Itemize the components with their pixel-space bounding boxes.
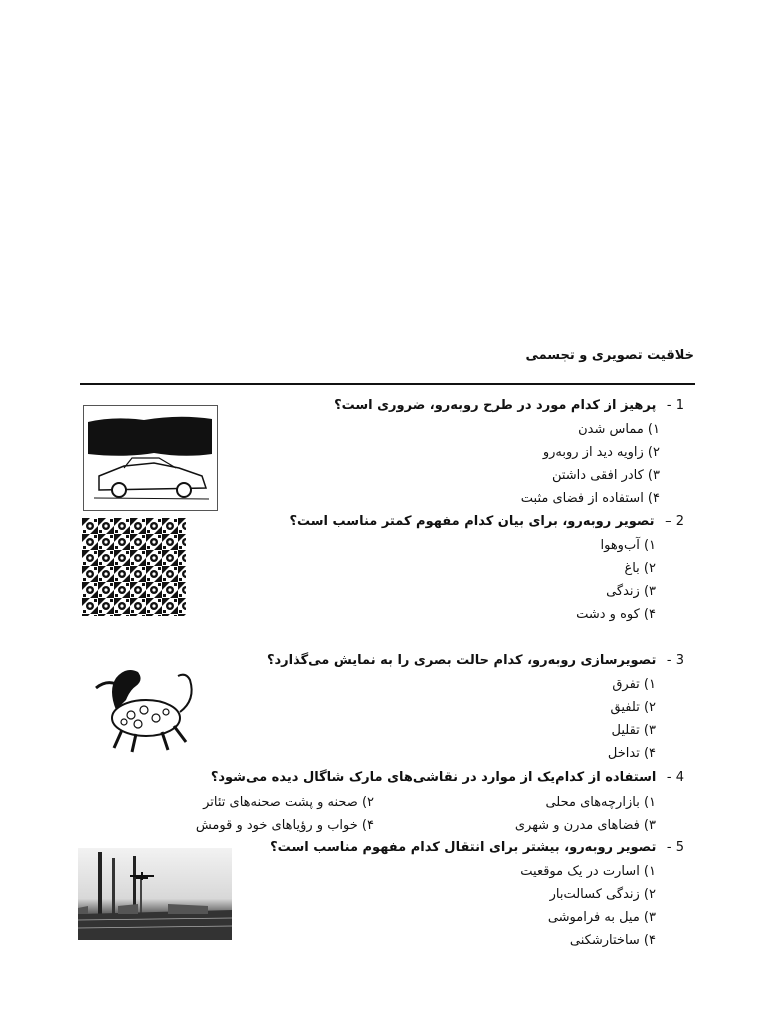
question-text: تصویر روبه‌رو، بیشتر برای انتقال کدام مفهوم مناسب است؟ [270, 840, 657, 855]
question-text: تصویر روبه‌رو، برای بیان کدام مفهوم کمتر مناسب است؟ [289, 514, 655, 529]
option-1[interactable]: ۱) مماس شدن [578, 422, 660, 437]
option-3[interactable]: ۳) تقلیل [611, 723, 656, 738]
car-sketch-image [83, 405, 218, 511]
option-1[interactable]: ۱) اسارت در یک موقعیت [520, 864, 656, 879]
creature-illustration-image [86, 660, 206, 758]
option-2[interactable]: ۲) صحنه و پشت صحنه‌های تئاتر [203, 795, 374, 810]
option-3[interactable]: ۳) زندگی [606, 584, 656, 599]
question-text: تصویرسازی روبه‌رو، کدام حالت بصری را به نمایش می‌گذارد؟ [266, 653, 657, 668]
option-4[interactable]: ۴) خواب و رؤیاهای خود و قومش [195, 818, 374, 833]
option-4[interactable]: ۴) استفاده از فضای مثبت [520, 491, 660, 506]
question-text: استفاده از کدام‌یک از موارد در نقاشی‌های مارک شاگال دیده می‌شود؟ [210, 770, 657, 785]
question-number: 1 - [666, 398, 684, 413]
question-number: 5 - [666, 840, 684, 855]
option-1[interactable]: ۱) تفرق [612, 677, 656, 692]
option-3[interactable]: ۳) میل به فراموشی [547, 910, 656, 925]
option-2[interactable]: ۲) زاویه دید از روبه‌رو [542, 445, 660, 460]
question-number: 4 - [666, 770, 684, 785]
option-3[interactable]: ۳) فضاهای مدرن و شهری [514, 818, 656, 833]
option-4[interactable]: ۴) کوه و دشت [576, 607, 656, 622]
question-number: 3 - [666, 653, 684, 668]
question-number: 2 – [665, 514, 684, 529]
option-1[interactable]: ۱) بازارچه‌های محلی [545, 795, 656, 810]
option-4[interactable]: ۴) ساختارشکنی [569, 933, 656, 948]
question-4 [84, 770, 684, 840]
option-4[interactable]: ۴) تداخل [607, 746, 656, 761]
geometric-pattern-image [82, 518, 186, 616]
option-2[interactable]: ۲) زندگی کسالت‌بار [549, 887, 656, 902]
question-text: پرهیز از کدام مورد در طرح روبه‌رو، ضروری است؟ [334, 398, 657, 413]
industrial-photo-image [78, 848, 232, 940]
option-2[interactable]: ۲) تلفیق [610, 700, 656, 715]
option-1[interactable]: ۱) آب‌وهوا [600, 538, 656, 553]
section-title: خلاقیت تصویری و تجسمی [525, 348, 694, 363]
option-2[interactable]: ۲) باغ [624, 561, 656, 576]
option-3[interactable]: ۳) کادر افقی داشتن [551, 468, 660, 483]
title-divider [80, 383, 695, 385]
